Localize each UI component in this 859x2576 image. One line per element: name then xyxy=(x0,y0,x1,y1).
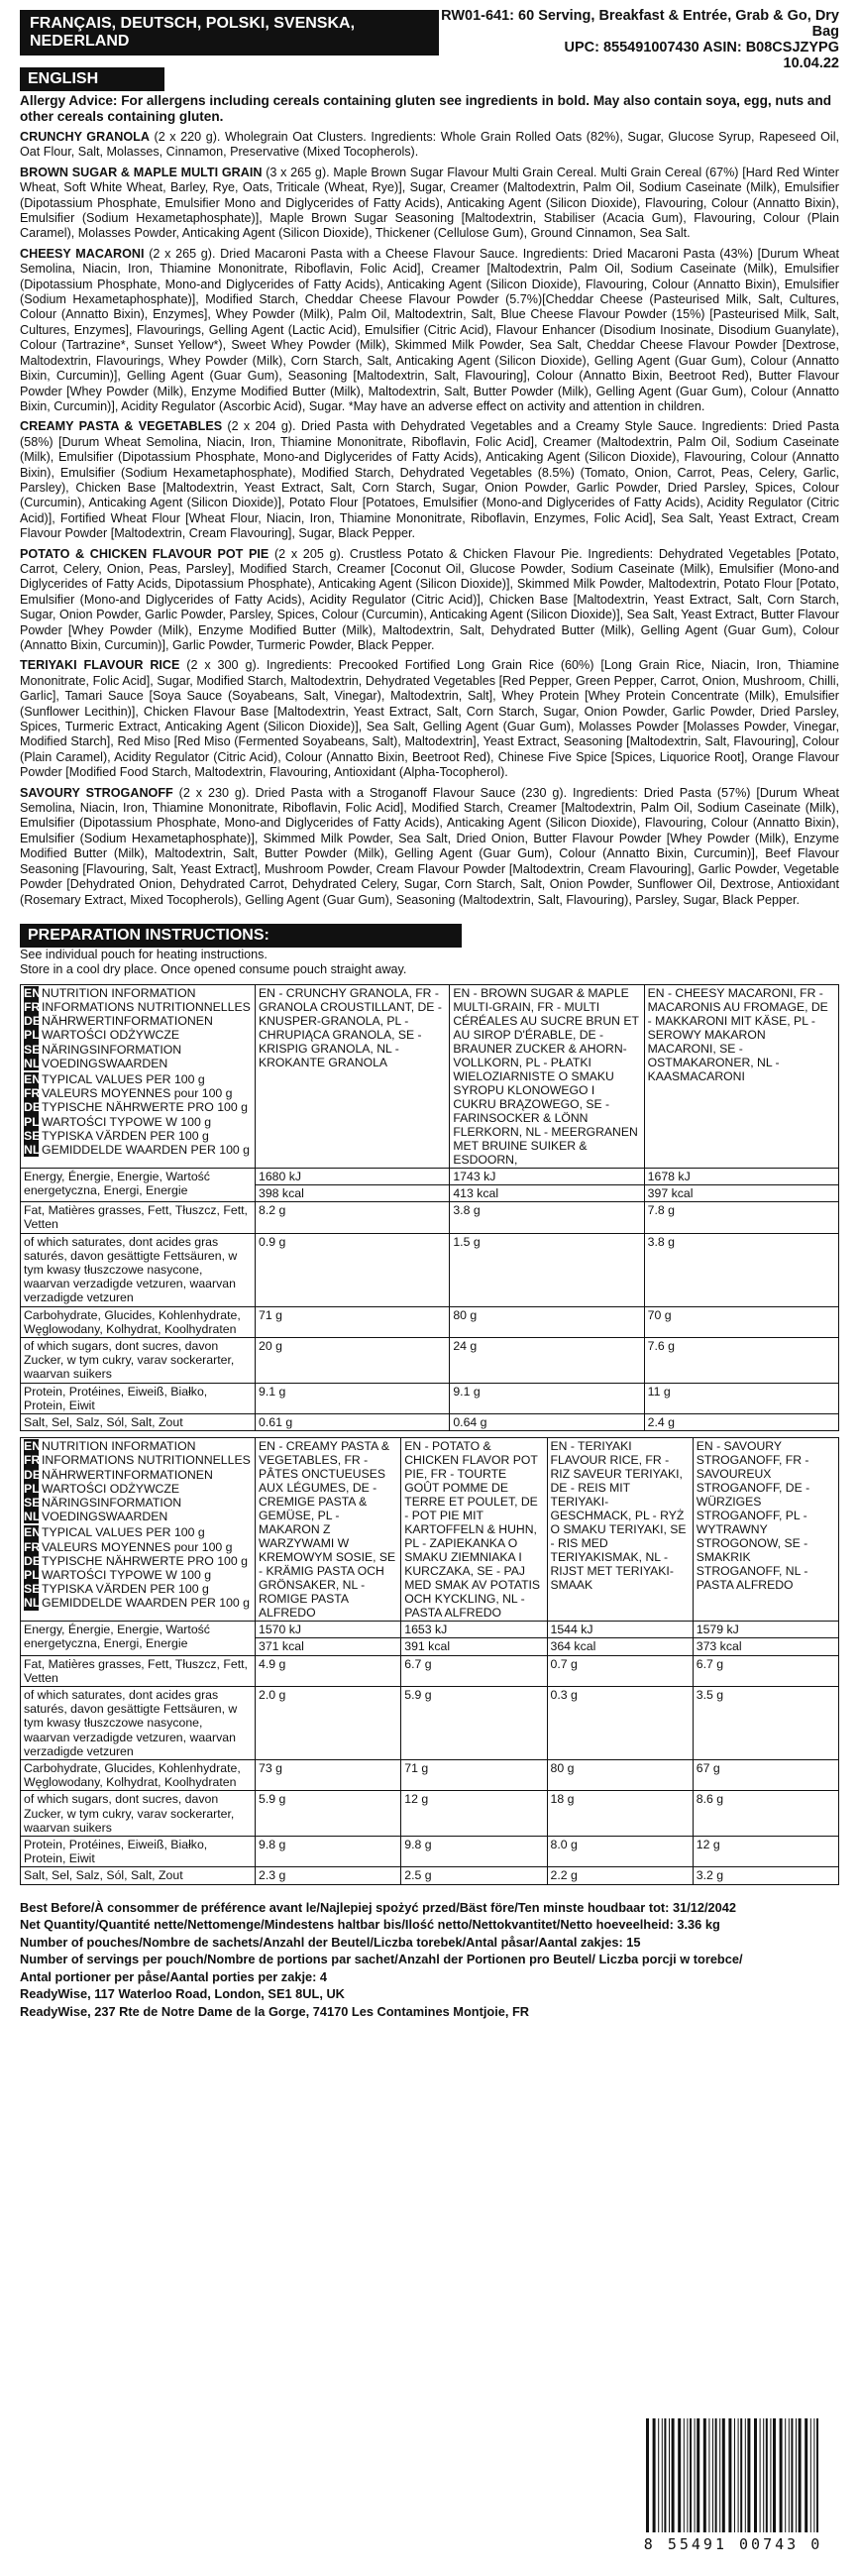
barcode-bar xyxy=(722,2418,725,2532)
barcode-bar xyxy=(785,2418,786,2532)
label-header xyxy=(20,8,839,71)
language-code: PL xyxy=(24,1481,40,1496)
saturates-value: 3.8 g xyxy=(644,1233,838,1306)
language-text: WARTOŚCI TYPOWE W 100 g xyxy=(42,1568,212,1582)
nutrition-row-carbohydrate xyxy=(21,1760,839,1791)
nutrient-label: of which sugars, dont sucres, davon Zucker, w tym cukry, varav sockerarter, waarvan suikers xyxy=(21,1337,256,1383)
barcode-bar xyxy=(810,2418,811,2532)
barcode-bar xyxy=(697,2418,699,2532)
salt-value: 0.61 g xyxy=(256,1413,450,1430)
saturates-value: 3.5 g xyxy=(693,1686,838,1759)
protein-value: 8.0 g xyxy=(547,1837,693,1867)
language-line xyxy=(24,1453,252,1467)
carbohydrate-value: 70 g xyxy=(644,1306,838,1337)
barcode-bar xyxy=(719,2418,720,2532)
product-code-line: RW01-641: 60 Serving, Breakfast & Entrée, Grab & Go, Dry Bag xyxy=(441,8,839,40)
product-name-cell: EN - CHEESY MACARONI, FR - MACARONIS AU FROMAGE, DE - MAKKARONI MIT KÄSE, PL - SEROWY MAKARON MACARONI, SE - OSTMAKARONER, NL - KAASMACARONI xyxy=(644,984,838,1168)
protein-value: 12 g xyxy=(693,1837,838,1867)
barcode-bar xyxy=(738,2418,739,2532)
label-footer xyxy=(20,1899,839,2021)
product-ingredients xyxy=(20,419,839,541)
language-line xyxy=(24,1057,252,1070)
barcode-bar xyxy=(653,2418,656,2532)
nutrition-table-1 xyxy=(20,984,839,1431)
typical-values-line xyxy=(24,1086,252,1100)
language-code: FR xyxy=(24,1539,41,1554)
saturates-value: 0.9 g xyxy=(256,1233,450,1306)
product-ingredients xyxy=(20,786,839,908)
nutrition-row-sugars xyxy=(21,1337,839,1383)
language-code: NL xyxy=(24,1596,41,1611)
product-ingredient-text: (2 x 300 g). Ingredients: Precooked Fortified Long Grain Rice (60%) [Long Grain Rice, Niacin, Iron, Thiamine Mononitrate, Folic Acid], Sugar, Modified Starch, Maltodextrin, Dehydrated Vegetables [Red Pepper, Green Pepper, Carrot, Onion, Mushroom, Chilli, Garlic], Tamari Sauce [Soya Sauce (Soyabeans, Salt, Vinegar), Maltodextrin, Salt], Whey Protein [Whey Protein Concentrate (Milk), Emulsifier (Sunflower Lecithin)], Chicken Flavour Base [Maltodextrin, Yeast Extract, Salt, Corn Starch, Sugar, Onion Powder, Garlic Powder, Dried Parsley, Spices, Turmeric Extract, Anticaking Agent (Silicon Dioxide)], Sea Salt, Gelling Agent (Guar Gum), Molasses Powder [Molasses Powder, Vinegar, Modified Starch], Red Miso [Red Miso (Fermented Soyabeans, Salt), Maltodextrin], Yeast Extract, Seasoning [Maltodextrin, Salt, Flavouring], Colour (Plain Caramel), Acidity Regulator (Citric Acid), Colour (Annatto Bixin, Beetroot Red), Chinese Five Spice [Spices, Liquorice Root], Orange Flavour Powder [Modified Food Starch, Maltodextrin, Flavouring, Antioxidant (Alpha-Tocopherol). xyxy=(20,658,839,780)
barcode-bars xyxy=(644,2418,822,2532)
language-code: DE xyxy=(24,1100,42,1115)
nutrient-label: Carbohydrate, Glucides, Kohlenhydrate, Węglowodany, Kolhydrat, Koolhydraten xyxy=(21,1760,256,1791)
product-name: SAVOURY STROGANOFF xyxy=(20,785,173,800)
language-code: SE xyxy=(24,1495,41,1510)
language-code: SE xyxy=(24,1042,41,1057)
barcode-bar xyxy=(728,2418,731,2532)
barcode-bar xyxy=(715,2418,717,2532)
energy-kj-value: 1680 kJ xyxy=(256,1168,450,1184)
barcode-bar xyxy=(703,2418,706,2532)
typical-values-line xyxy=(24,1525,252,1539)
product-ingredient-text: (2 x 204 g). Dried Pasta with Dehydrated Vegetables and a Creamy Style Sauce. Ingredients: Dried Pasta (58%) [Durum Wheat Semolina, Niacin, Iron, Thiamine Mononitrate, Riboflavin, Folic Acid], Creamer (Maltodextrin, Palm Oil, Sodium Caseinate (Milk), Emulsifier (Dipotassium Phosphate, Mono-and Diglycerides of Fatty Acids), Anticaking Agent (Silicon Dioxide), Flavouring, Colour (Annatto Bixin), Emulsifier (Sodium Hexametaphosphate), Modified Starch, Dehydrated Vegetables (8.5%) (Tomato, Onion, Carrot, Peas, Celery, Garlic, Parsley), Chicken Base [Maltodextrin, Yeast Extract, Salt, Corn Starch, Sugar, Onion Powder, Garlic Powder, Dried Parsley, Spices, Colour (Curcumin), Anticaking Agent (Silicon Dioxide)], Potato Flour [Potatoes, Emulsifier (Mono-and Diglycerides of Fatty Acids), Acidity Regulator (Citric Acid)], Fortified Wheat Flour [Wheat Flour, Niacin, Iron, Thiamine Mononitrate, Riboflavin, Enzymes, Folic Acid], Sea Salt, Yeast Extract, Cream Flavour Powder [Maltodextrin, Cream Flavouring], Sugar, Black Pepper. xyxy=(20,419,839,541)
sugars-value: 8.6 g xyxy=(693,1791,838,1837)
language-line xyxy=(24,1496,252,1510)
barcode-bar xyxy=(708,2418,709,2532)
language-text: TYPICAL VALUES PER 100 g xyxy=(42,1525,205,1540)
language-line xyxy=(24,1014,252,1028)
language-code: NL xyxy=(24,1510,41,1524)
nutrition-row-saturates xyxy=(21,1686,839,1759)
nutrient-label: Salt, Sel, Salz, Sól, Salt, Zout xyxy=(21,1413,256,1430)
nutrition-row-sugars xyxy=(21,1791,839,1837)
carbohydrate-value: 71 g xyxy=(401,1760,547,1791)
salt-value: 2.2 g xyxy=(547,1867,693,1884)
ingredients-list xyxy=(20,130,839,908)
language-code: SE xyxy=(24,1128,41,1143)
footer-line: ReadyWise, 237 Rte de Notre Dame de la Gorge, 74170 Les Contamines Montjoie, FR xyxy=(20,2003,530,2019)
language-text: TYPISCHE NÄHRWERTE PRO 100 g xyxy=(42,1100,248,1115)
footer-line: ReadyWise, 117 Waterloo Road, London, SE1 8UL, UK xyxy=(20,1986,345,2002)
label-page xyxy=(20,8,839,2020)
energy-kcal-value: 364 kcal xyxy=(547,1638,693,1655)
language-code: DE xyxy=(24,1553,42,1568)
product-name-cell: EN - CREAMY PASTA & VEGETABLES, FR - PÂTES ONCTUEUSES AUX LÉGUMES, DE - CREMIGE PASTA & GEMÜSE, PL - MAKARON Z WARZYWAMI W KREMOWYM SOSIE, SE - KRÄMIG PASTA OCH GRÖNSAKER, NL - ROMIGE PASTA ALFREDO xyxy=(256,1438,401,1622)
energy-kcal-value: 371 kcal xyxy=(256,1638,401,1655)
nutrition-row-fat xyxy=(21,1655,839,1686)
nutrition-row-carbohydrate xyxy=(21,1306,839,1337)
product-ingredient-text: (2 x 205 g). Crustless Potato & Chicken Flavour Pie. Ingredients: Dehydrated Vegetables [Potato, Carrot, Celery, Onion, Peas, Parsley], Modified Starch, Creamer [Coconut Oil, Glucose Powder, Sodium Caseinate (Milk), Emulsifier (Mono-and Diglycerides of Fatty Acids, Dipotassium Phosphate), Anticaking Agent (Silicon Dioxide)], Skimmed Milk Powder, Maltodextrin, Potato Flour [Potato, Emulsifier (Mono-and Diglycerides of Fatty Acids), Acidity Regulator (Citric Acid)], Chicken Base [Maltodextrin, Yeast Extract, Salt, Corn Starch, Sugar, Onion Powder, Garlic Powder, Parsley, Spices, Colour (Curcumin), Anticaking Agent (Silicon Dioxide)], Sea Salt, Yeast Extract, Butter Flavour Powder [Whey Powder (Milk), Enzyme Modified Butter (Milk), Maltodextrin, Salt, Dehydrated Butter (Milk), Gelling Agent (Guar Gum), Colour (Annatto Bixin, Curcumin)], Garlic Powder, Turmeric Powder, Black Pepper. xyxy=(20,546,839,652)
barcode-bar xyxy=(791,2418,793,2532)
language-line xyxy=(24,1043,252,1057)
language-line xyxy=(24,1510,252,1523)
nutrition-row-energy xyxy=(21,1168,839,1184)
barcode-bar xyxy=(690,2418,692,2532)
language-text: NÄHRWERTINFORMATIONEN xyxy=(42,1014,213,1029)
nutrient-label: Carbohydrate, Glucides, Kohlenhydrate, Węglowodany, Kolhydrat, Koolhydraten xyxy=(21,1306,256,1337)
typical-values-line xyxy=(24,1540,252,1554)
upc-asin-line: UPC: 855491007430 ASIN: B08CSJZYPG xyxy=(564,40,839,56)
language-code: EN xyxy=(24,1525,42,1540)
footer-line: Antal portioner per påse/Aantal porties per zakje: 4 xyxy=(20,1968,328,1984)
typical-values-line xyxy=(24,1100,252,1114)
nutrient-label: Energy, Énergie, Energie, Wartość energetyczna, Energi, Energie xyxy=(21,1622,256,1655)
barcode-bar xyxy=(662,2418,663,2532)
language-line xyxy=(24,1439,252,1453)
typical-values-line xyxy=(24,1582,252,1596)
fat-value: 0.7 g xyxy=(547,1655,693,1686)
barcode-bar xyxy=(763,2418,764,2532)
energy-kj-value: 1579 kJ xyxy=(693,1622,838,1638)
language-line xyxy=(24,1028,252,1042)
barcode-bar xyxy=(760,2418,761,2532)
typical-values-line xyxy=(24,1115,252,1129)
fat-value: 7.8 g xyxy=(644,1202,838,1233)
nutrition-row-protein xyxy=(21,1837,839,1867)
product-name: CRUNCHY GRANOLA xyxy=(20,130,150,144)
language-code: FR xyxy=(24,999,41,1014)
barcode-bar xyxy=(669,2418,670,2532)
barcode-bar xyxy=(687,2418,688,2532)
barcode-bar xyxy=(799,2418,802,2532)
language-text: GEMIDDELDE WAARDEN PER 100 g xyxy=(42,1596,251,1611)
typical-values-line xyxy=(24,1596,252,1610)
language-code: EN xyxy=(24,1439,42,1454)
barcode-bar xyxy=(747,2418,750,2532)
carbohydrate-value: 80 g xyxy=(450,1306,644,1337)
saturates-value: 0.3 g xyxy=(547,1686,693,1759)
fat-value: 4.9 g xyxy=(256,1655,401,1686)
language-code: PL xyxy=(24,1028,40,1043)
product-name-cell: EN - TERIYAKI FLAVOUR RICE, FR - RIZ SAVEUR TERIYAKI, DE - REIS MIT TERIYAKI-GESCHMACK, PL - RYŻ O SMAKU TERIYAKI, SE - RIS MED TERIYAKISMAK, NL - RIJST MET TERIYAKI-SMAAK xyxy=(547,1438,693,1622)
language-text: NUTRITION INFORMATION xyxy=(42,985,196,1000)
barcode-bar xyxy=(712,2418,713,2532)
language-text: WARTOŚCI TYPOWE W 100 g xyxy=(42,1114,212,1129)
language-code: SE xyxy=(24,1582,41,1597)
protein-value: 9.8 g xyxy=(401,1837,547,1867)
protein-value: 9.8 g xyxy=(256,1837,401,1867)
footer-line: Best Before/À consommer de préférence avant le/Najlepiej spożyć przed/Bäst före/Ten minste houdbaar tot: 31/12/2042 xyxy=(20,1899,737,1915)
product-name: TERIYAKI FLAVOUR RICE xyxy=(20,658,180,673)
barcode xyxy=(634,2418,832,2557)
product-ingredient-text: (2 x 265 g). Dried Macaroni Pasta with a Cheese Flavour Sauce. Ingredients: Dried Macaroni Pasta (43%) [Durum Wheat Semolina, Niacin, Iron, Thiamine Mononitrate, Riboflavin, Folic Acid], Creamer [Maltodextrin, Palm Oil, Sodium Caseinate (Milk), Emulsifier (Dipotassium Phosphate, Mono-and Diglycerides of Fatty Acids), Anticaking Agent (Silicon Dioxide), Flavouring, Colour (Annatto Bixin), Emulsifier (Sodium Hexametaphosphate)], Modified Starch, Cheddar Cheese Flavour Powder (5.7%)[Cheddar Cheese (Pasteurised Milk, Salt, Cultures, Colour (Annatto Bixin), Enzymes], Whey Powder (Milk), Palm Oil, Maltodextrin, Salt, Blue Cheese Flavour Powder (15%) [Pasteurised Milk, Salt, Cultures, Enzymes], Flavourings, Gelling Agent (Lactic Acid), Emulsifier (Citric Acid), Flavour Enhancer (Disodium Inosinate, Disodium Guanylate), Colour (Tartrazine*, Sunset Yellow*), Sweet Whey Powder (Milk), Skimmed Milk Powder, Sea Salt, Cheddar Cheese Flavour Powder [Dextrose, Maltodextrin, Flavourings, Whey Powder (Milk), Corn Starch, Salt, Anticaking Agent (Silicon Dioxide), Gelling Agent (Guar Gum), Colour (Annatto Bixin, Curcumin)], Gelling Agent (Guar Gum), Seasoning [Maltodextrin, Salt, Flavouring], Colour (Annatto Bixin, Beetroot Red), Butter Flavour Powder [Whey Powder (Milk), Enzyme Modified Butter (Milk), Maltodextrin, Salt, Butter Powder (Milk), Gelling Agent (Guar Gum), Colour (Annatto Bixin, Curcumin)], Acidity Regulator (Ascorbic Acid), Sugar. *May have an adverse effect on activity and attention in children. xyxy=(20,246,840,413)
nutrition-header-row xyxy=(21,1438,839,1622)
energy-kcal-value: 398 kcal xyxy=(256,1184,450,1201)
language-text: VOEDINGSWAARDEN xyxy=(42,1056,168,1070)
product-ingredients xyxy=(20,658,839,780)
barcode-bar xyxy=(816,2418,818,2532)
nutrition-header-cell xyxy=(21,984,256,1168)
saturates-value: 2.0 g xyxy=(256,1686,401,1759)
salt-value: 0.64 g xyxy=(450,1413,644,1430)
language-text: WARTOŚCI ODŻYWCZE xyxy=(42,1028,180,1043)
language-text: NUTRITION INFORMATION xyxy=(42,1439,196,1454)
language-line xyxy=(24,1482,252,1496)
fat-value: 6.7 g xyxy=(693,1655,838,1686)
carbohydrate-value: 73 g xyxy=(256,1760,401,1791)
barcode-bar xyxy=(695,2418,696,2532)
energy-kcal-value: 391 kcal xyxy=(401,1638,547,1655)
protein-value: 9.1 g xyxy=(450,1383,644,1413)
nutrient-label: of which sugars, dont sucres, davon Zucker, w tym cukry, varav sockerarter, waarvan suikers xyxy=(21,1791,256,1837)
product-reference xyxy=(439,8,839,71)
saturates-value: 5.9 g xyxy=(401,1686,547,1759)
language-code: DE xyxy=(24,1014,42,1029)
preparation-text xyxy=(20,948,839,978)
preparation-line: Store in a cool dry place. Once opened consume pouch straight away. xyxy=(20,962,407,977)
language-code: EN xyxy=(24,1071,42,1086)
sugars-value: 5.9 g xyxy=(256,1791,401,1837)
language-text: INFORMATIONS NUTRITIONNELLES xyxy=(42,999,251,1014)
energy-kj-value: 1544 kJ xyxy=(547,1622,693,1638)
nutrition-header-cell xyxy=(21,1438,256,1622)
product-name: CREAMY PASTA & VEGETABLES xyxy=(20,419,223,434)
language-code: NL xyxy=(24,1142,41,1157)
barcode-digits: 8 55491 00743 0 xyxy=(643,2535,823,2553)
language-line xyxy=(24,1468,252,1482)
barcode-bar xyxy=(796,2418,797,2532)
nutrition-row-salt xyxy=(21,1867,839,1884)
energy-kj-value: 1678 kJ xyxy=(644,1168,838,1184)
barcode-bar xyxy=(805,2418,807,2532)
product-name-cell: EN - BROWN SUGAR & MAPLE MULTI-GRAIN, FR - MULTI CÉRÉALES AU SUCRE BRUN ET AU SIROP D'ÉRABLE, DE - BRAUNER ZUCKER & AHORN-VOLLKORN, PL - PŁATKI WIELOZIARNISTE O SMAKU SYROPU KLONOWEGO I CUKRU BRĄZOWEGO, SE - FARINSOCKER & LÖNN FLERKORN, NL - MEERGRANEN MET BRUINE SUIKER & ESDOORN, xyxy=(450,984,644,1168)
typical-values-line xyxy=(24,1554,252,1568)
footer-line: Number of pouches/Nombre de sachets/Anzahl der Beutel/Liczba torebek/Antal påsar/Aantal zakjes: 15 xyxy=(20,1934,641,1950)
barcode-bar xyxy=(770,2418,771,2532)
product-name-cell: EN - SAVOURY STROGANOFF, FR - SAVOUREUX STROGANOFF, DE - WÜRZIGES STROGANOFF, PL - WYTRAWNY STROGONOW, SE - SMAKRIK STROGANOFF, NL - PASTA ALFREDO xyxy=(693,1438,838,1622)
typical-values-line xyxy=(24,1072,252,1086)
language-code: PL xyxy=(24,1568,40,1582)
barcode-bar xyxy=(658,2418,659,2532)
language-text: NÄRINGSINFORMATION xyxy=(42,1042,182,1057)
nutrient-label: Protein, Protéines, Eiweiß, Białko, Protein, Eiwit xyxy=(21,1383,256,1413)
salt-value: 2.3 g xyxy=(256,1867,401,1884)
energy-kj-value: 1653 kJ xyxy=(401,1622,547,1638)
nutrition-row-salt xyxy=(21,1413,839,1430)
fat-value: 8.2 g xyxy=(256,1202,450,1233)
nutrient-label: Protein, Protéines, Eiweiß, Białko, Protein, Eiwit xyxy=(21,1837,256,1867)
product-ingredient-text: (2 x 220 g). Wholegrain Oat Clusters. Ingredients: Whole Grain Rolled Oats (82%), Sugar, Glucose Syrup, Rapeseed Oil, Oat Flour, Salt, Molasses, Cinnamon, Preservative (Mixed Tocopherols). xyxy=(20,130,839,160)
barcode-bar xyxy=(734,2418,735,2532)
barcode-bar xyxy=(672,2418,675,2532)
language-text: WARTOŚCI ODŻYWCZE xyxy=(42,1481,180,1496)
product-name: POTATO & CHICKEN FLAVOUR POT PIE xyxy=(20,546,269,561)
energy-kcal-value: 413 kcal xyxy=(450,1184,644,1201)
language-code: FR xyxy=(24,1086,41,1101)
language-text: TYPISKA VÄRDEN PER 100 g xyxy=(42,1128,209,1143)
language-code: PL xyxy=(24,1114,40,1129)
sugars-value: 20 g xyxy=(256,1337,450,1383)
language-text: TYPICAL VALUES PER 100 g xyxy=(42,1071,205,1086)
nutrition-row-energy xyxy=(21,1622,839,1638)
language-line xyxy=(24,986,252,1000)
saturates-value: 1.5 g xyxy=(450,1233,644,1306)
product-name-cell: EN - POTATO & CHICKEN FLAVOR POT PIE, FR - TOURTE GOÛT POMME DE TERRE ET POULET, DE - POT PIE MIT KARTOFFELN & HUHN, PL - ZAPIEKANKA O SMAKU ZIEMNIAKA I KURCZAKA, SE - PAJ MED SMAK AV POTATIS OCH KYCKLING, NL - PASTA ALFREDO xyxy=(401,1438,547,1622)
language-text: TYPISKA VÄRDEN PER 100 g xyxy=(42,1582,209,1597)
nutrition-header-row xyxy=(21,984,839,1168)
product-name: CHEESY MACARONI xyxy=(20,246,145,261)
salt-value: 2.5 g xyxy=(401,1867,547,1884)
language-text: GEMIDDELDE WAARDEN PER 100 g xyxy=(42,1142,251,1157)
language-text: NÄHRWERTINFORMATIONEN xyxy=(42,1467,213,1482)
salt-value: 2.4 g xyxy=(644,1413,838,1430)
energy-kcal-value: 397 kcal xyxy=(644,1184,838,1201)
carbohydrate-value: 67 g xyxy=(693,1760,838,1791)
energy-kcal-value: 373 kcal xyxy=(693,1638,838,1655)
sugars-value: 24 g xyxy=(450,1337,644,1383)
barcode-bar xyxy=(745,2418,746,2532)
protein-value: 11 g xyxy=(644,1383,838,1413)
languages-banner: FRANÇAIS, DEUTSCH, POLSKI, SVENSKA, NEDERLAND xyxy=(20,10,439,56)
sugars-value: 18 g xyxy=(547,1791,693,1837)
fat-value: 6.7 g xyxy=(401,1655,547,1686)
nutrient-label: of which saturates, dont acides gras saturés, davon gesättigte Fettsäuren, w tym kwasy tłuszczowe nasycone, waarvan verzadigde vetzuren, waarvan verzadigde vetzuren xyxy=(21,1686,256,1759)
language-code: NL xyxy=(24,1056,41,1070)
language-code: EN xyxy=(24,985,42,1000)
label-date: 10.04.22 xyxy=(783,56,839,71)
barcode-bar xyxy=(664,2418,666,2532)
product-ingredient-text: (3 x 265 g). Maple Brown Sugar Flavour Multi Grain Cereal. Multi Grain Cereal (67%) [Hard Red Winter Wheat, Soft White Wheat, Barley, Rye, Oats, Triticale (Wheat, Rye)], Sugar, Creamer (Maltodextrin, Palm Oil, Sodium Caseinate (Milk), Emulsifier (Dipotassium Phosphate, Emulsifier Mono and Diglycerides of Fatty Acids), Anticaking Agent (Silicon Dioxide), Flavouring, Colour (Annatto Bixin), Emulsifier (Sodium Hexametaphosphate)], Maple Brown Sugar Seasoning [Maltodextrin, Stabiliser (Acacia Gum), Flavouring, Colour (Plain Caramel), Molasses Powder, Anticaking Agent (Silicon Dioxide), Thickener (Cellulose Gum), Ground Cinnamon, Sea Salt. xyxy=(20,165,839,241)
barcode-bar xyxy=(813,2418,814,2532)
nutrient-label: Energy, Énergie, Energie, Wartość energetyczna, Energi, Energie xyxy=(21,1168,256,1201)
language-text: VALEURS MOYENNES pour 100 g xyxy=(42,1086,233,1101)
language-code: FR xyxy=(24,1453,41,1468)
footer-line: Net Quantity/Quantité nette/Nettomenge/Mindestens haltbar bis/Ilość netto/Nettokvantitet/Netto hoeveelheid: 3.36 kg xyxy=(20,1917,720,1933)
nutrition-row-protein xyxy=(21,1383,839,1413)
barcode-bar xyxy=(740,2418,742,2532)
product-ingredient-text: (2 x 230 g). Dried Pasta with a Stroganoff Flavour Sauce (230 g). Ingredients: Dried Pasta (57%) [Durum Wheat Semolina, Niacin, Iron, Thiamine Mononitrate, Riboflavin, Folic Acid], Modified Starch, Creamer [Maltodextrin, Palm Oil, Sodium Caseinate (Milk), Emulsifier (Dipotassium Phosphate, Mono-and Diglycerides of Fatty Acids), Anticaking Agent (Silicon Dioxide), Flavouring, Colour (Annatto Bixin), Emulsifier (Sodium Hexametaphosphate)], Skimmed Milk Powder, Sea Salt, Dried Onion, Butter Flavour Powder [Whey Powder (Milk), Enzyme Modified Butter (Milk), Maltodextrin, Salt, Butter Powder (Milk), Gelling Agent (Guar Gum), Colour (Annatto Bixin, Curcumin)], Beef Flavour Seasoning [Flavouring, Salt, Yeast Extract], Mushroom Powder, Cream Flavour Powder [Maltodextrin, Cream Flavouring], Garlic Powder, Vegetable Powder [Dehydrated Onion, Dehydrated Carrot, Dehydrated Celery, Sugar, Corn Starch, Salt, Onion Powder, Sunflower Oil, Dextrose, Antioxidant (Rosemary Extract, Mixed Tocopherols), Gelling Agent (Guar Gum), Seasoning (Maltodextrin, Salt, Flavouring), Parsley, Sugar, Black Pepper. xyxy=(20,785,839,907)
nutrition-row-saturates xyxy=(21,1233,839,1306)
barcode-bar xyxy=(780,2418,783,2532)
english-heading: ENGLISH xyxy=(20,67,164,91)
nutrient-label: Salt, Sel, Salz, Sól, Salt, Zout xyxy=(21,1867,256,1884)
preparation-heading: PREPARATION INSTRUCTIONS: xyxy=(20,924,462,948)
typical-values-line xyxy=(24,1129,252,1143)
salt-value: 3.2 g xyxy=(693,1867,838,1884)
product-ingredients xyxy=(20,247,839,414)
fat-value: 3.8 g xyxy=(450,1202,644,1233)
language-text: INFORMATIONS NUTRITIONNELLES xyxy=(42,1453,251,1468)
product-name: BROWN SUGAR & MAPLE MULTI GRAIN xyxy=(20,165,263,179)
preparation-line: See individual pouch for heating instructions. xyxy=(20,947,268,961)
barcode-bar xyxy=(754,2418,757,2532)
typical-values-line xyxy=(24,1143,252,1157)
language-text: TYPISCHE NÄHRWERTE PRO 100 g xyxy=(42,1553,248,1568)
product-ingredients xyxy=(20,547,839,654)
nutrition-table-2 xyxy=(20,1437,839,1884)
product-name-cell: EN - CRUNCHY GRANOLA, FR - GRANOLA CROUSTILLANT, DE - KNUSPER-GRANOLA, PL - CHRUPIĄCA GRANOLA, SE - KRISPIG GRANOLA, NL - KROKANTE GRANOLA xyxy=(256,984,450,1168)
carbohydrate-value: 80 g xyxy=(547,1760,693,1791)
nutrient-label: Fat, Matières grasses, Fett, Tłuszcz, Fett, Vetten xyxy=(21,1202,256,1233)
barcode-bar xyxy=(766,2418,768,2532)
carbohydrate-value: 71 g xyxy=(256,1306,450,1337)
nutrient-label: Fat, Matières grasses, Fett, Tłuszcz, Fett, Vetten xyxy=(21,1655,256,1686)
energy-kj-value: 1743 kJ xyxy=(450,1168,644,1184)
language-text: VOEDINGSWAARDEN xyxy=(42,1510,168,1524)
product-ingredients xyxy=(20,166,839,242)
barcode-bar xyxy=(789,2418,790,2532)
product-ingredients xyxy=(20,130,839,161)
language-code: DE xyxy=(24,1467,42,1482)
protein-value: 9.1 g xyxy=(256,1383,450,1413)
typical-values-line xyxy=(24,1568,252,1582)
barcode-bar xyxy=(646,2418,649,2532)
sugars-value: 12 g xyxy=(401,1791,547,1837)
footer-line: Number of servings per pouch/Nombre de portions par sachet/Anzahl der Portionen pro Beutel/ Liczba porcji w torebce/ xyxy=(20,1952,743,1967)
language-text: VALEURS MOYENNES pour 100 g xyxy=(42,1539,233,1554)
nutrition-row-fat xyxy=(21,1202,839,1233)
barcode-bar xyxy=(684,2418,685,2532)
barcode-bar xyxy=(773,2418,776,2532)
language-line xyxy=(24,1000,252,1014)
allergy-advice: Allergy Advice: For allergens including cereals containing gluten see ingredients in bold. May also contain soya, egg, nuts and other cereals containing gluten. xyxy=(20,93,832,124)
language-text: NÄRINGSINFORMATION xyxy=(42,1495,182,1510)
energy-kj-value: 1570 kJ xyxy=(256,1622,401,1638)
sugars-value: 7.6 g xyxy=(644,1337,838,1383)
barcode-bar xyxy=(678,2418,681,2532)
nutrient-label: of which saturates, dont acides gras saturés, davon gesättigte Fettsäuren, w tym kwasy tłuszczowe nasycone, waarvan verzadigde vetzuren, waarvan verzadigde vetzuren xyxy=(21,1233,256,1306)
